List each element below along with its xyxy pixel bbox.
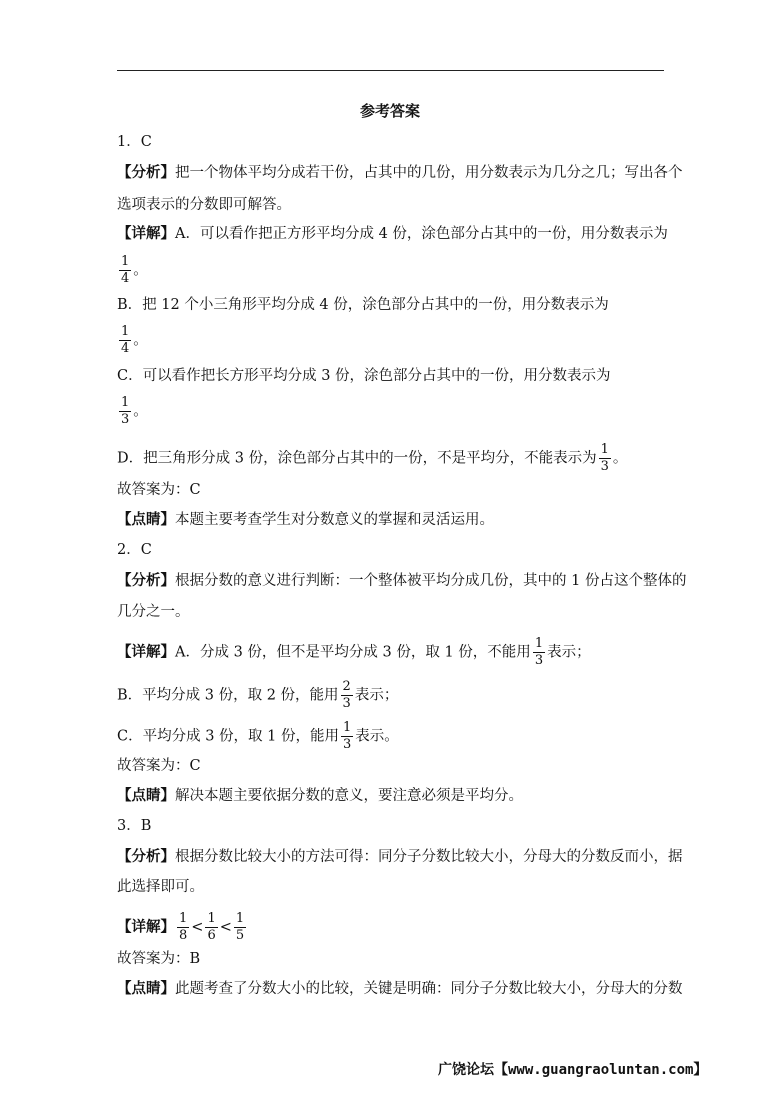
- q2-detail-c: C．平均分成 3 份，取 1 份，能用 $\frac{1}{3}$ 表示。: [117, 720, 399, 752]
- analysis-tag: 【分析】: [117, 848, 175, 865]
- comment-tag: 【点睛】: [117, 980, 175, 997]
- less-than: <: [219, 919, 232, 936]
- q2-number: 2．C: [117, 542, 152, 558]
- analysis-tag: 【分析】: [117, 164, 175, 181]
- q3-analysis-line1: 【分析】根据分数比较大小的方法可得：同分子分数比较大小，分母大的分数反而小，据: [117, 848, 683, 865]
- q2-analysis-line2: 几分之一。: [117, 604, 190, 620]
- fraction: $\frac{1}{3}$: [534, 636, 544, 668]
- comment-tag: 【点睛】: [117, 787, 175, 804]
- q1-analysis-line1: 【分析】把一个物体平均分成若干份，占其中的几份，用分数表示为几分之几；写出各个: [117, 164, 683, 181]
- q1-a-fraction-line: $\frac{1}{4}$ 。: [121, 254, 148, 286]
- footer-watermark: 广饶论坛【www.guangraoluntan.com】: [438, 1062, 708, 1078]
- q2-detail-b: B．平均分成 3 份，取 2 份，能用 $\frac{2}{3}$ 表示；: [117, 679, 399, 711]
- fraction: $\frac{1}{3}$: [600, 442, 609, 474]
- q3-answer: 故答案为：B: [117, 951, 201, 967]
- q1-b-fraction-line: $\frac{1}{4}$ 。: [121, 324, 148, 356]
- q1-c-fraction-line: $\frac{1}{3}$ 。: [121, 395, 148, 427]
- comment-tag: 【点睛】: [117, 511, 175, 528]
- fraction: $\frac{2}{3}$: [342, 679, 351, 711]
- q1-detail-a: 【详解】A．可以看作把正方形平均分成 4 份，涂色部分占其中的一份，用分数表示为: [117, 225, 668, 242]
- less-than: <: [191, 919, 204, 936]
- page-title: 参考答案: [359, 102, 420, 120]
- q1-detail-c: C．可以看作把长方形平均分成 3 份，涂色部分占其中的一份，用分数表示为: [117, 368, 611, 384]
- q1-number: 1．C: [117, 134, 152, 150]
- fraction: $\frac{1}{6}$: [207, 911, 216, 943]
- q1-detail-d: D．把三角形分成 3 份，涂色部分占其中的一份，不是平均分，不能表示为 $\frac{1}{3}$ 。: [117, 442, 628, 474]
- q3-number: 3．B: [117, 818, 152, 834]
- q2-detail-a: 【详解】A．分成 3 份，但不是平均分成 3 份，取 1 份，不能用 $\frac{1}{3}$ 表示；: [117, 636, 591, 668]
- header-rule: [117, 70, 664, 71]
- fraction: $\frac{1}{4}$: [121, 254, 130, 286]
- q2-answer: 故答案为：C: [117, 758, 201, 774]
- q1-detail-b: B．把 12 个小三角形平均分成 4 份，涂色部分占其中的一份，用分数表示为: [117, 297, 609, 313]
- fraction: $\frac{1}{3}$: [121, 395, 130, 427]
- fraction: $\frac{1}{8}$: [179, 911, 188, 943]
- q2-comment: 【点睛】解决本题主要依据分数的意义，要注意必须是平均分。: [117, 787, 523, 804]
- q1-comment: 【点睛】本题主要考查学生对分数意义的掌握和灵活运用。: [117, 511, 494, 528]
- q3-analysis-line2: 此选择即可。: [117, 879, 204, 895]
- fraction: $\frac{1}{4}$: [121, 324, 130, 356]
- q1-answer: 故答案为：C: [117, 482, 201, 498]
- q2-analysis-line1: 【分析】根据分数的意义进行判断：一个整体被平均分成几份，其中的 1 份占这个整体的: [117, 572, 687, 589]
- detail-tag: 【详解】: [117, 918, 175, 936]
- q1-analysis-line2: 选项表示的分数即可解答。: [117, 197, 291, 213]
- detail-tag: 【详解】: [117, 643, 175, 661]
- q3-detail: [117, 912, 248, 943]
- q3-comment: 【点睛】此题考查了分数大小的比较，关键是明确：同分子分数比较大小，分母大的分数: [117, 980, 683, 997]
- fraction: $\frac{1}{5}$: [235, 911, 245, 943]
- fraction: $\frac{1}{3}$: [342, 720, 352, 752]
- analysis-tag: 【分析】: [117, 572, 175, 589]
- detail-tag: 【详解】: [117, 225, 175, 242]
